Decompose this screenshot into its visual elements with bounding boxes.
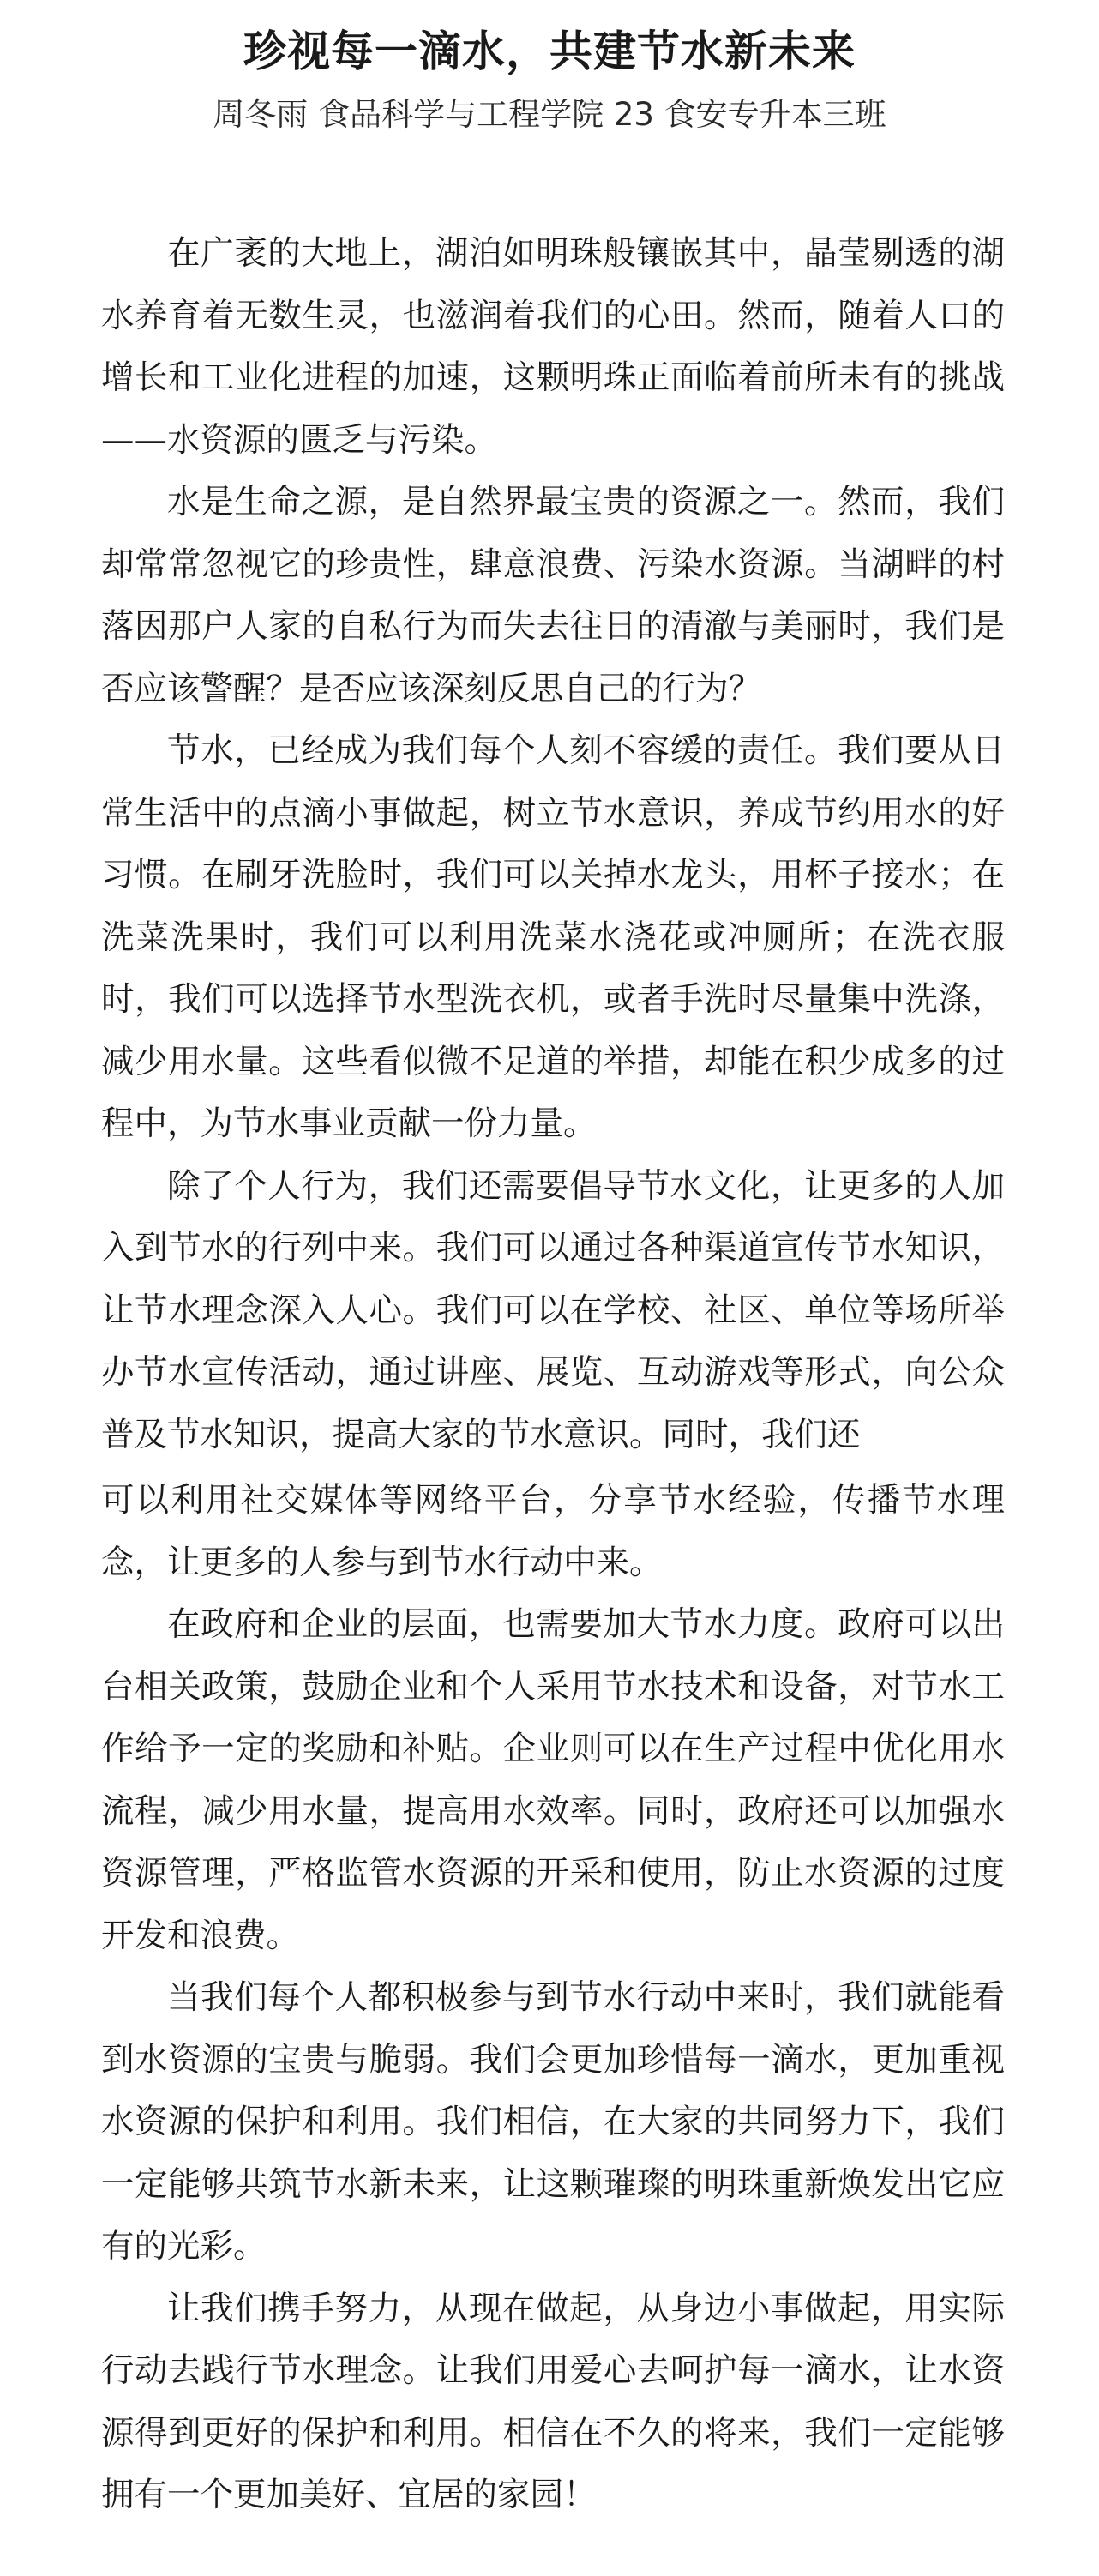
paragraph-conclusion: 让我们携手努力，从现在做起，从身边小事做起，用实际行动去践行节水理念。让我们用爱心去呵护每一滴水，让水资源得到更好的保护和利用。相信在不久的将来，我们一定能够拥有一个更加美好、宜居的家园！ <box>101 2289 1005 2514</box>
paragraph-government-enterprise: 在政府和企业的层面，也需要加大节水力度。政府可以出台相关政策，鼓励企业和个人采用节水技术和设备，对节水工作给予一定的奖励和补贴。企业则可以在生产过程中优化用水流程，减少用水量，提高用水效率。同时，政府还可以加强水资源管理，严格监管水资源的开采和使用，防止水资源的过度开发和浪费。 <box>101 1605 1005 1955</box>
paragraph-collective-effort: 当我们每个人都积极参与到节水行动中来时，我们就能看到水资源的宝贵与脆弱。我们会更加珍惜每一滴水，更加重视水资源的保护和利用。我们相信，在大家的共同努力下，我们一定能够共筑节水新未来，让这颗璀璨的明珠重新焕发出它应有的光彩。 <box>101 1978 1005 2266</box>
author-byline: 周冬雨 食品科学与工程学院 23 食安专升本三班 <box>213 96 886 133</box>
paragraph-value-of-water: 水是生命之源，是自然界最宝贵的资源之一。然而，我们却常常忽视它的珍贵性，肆意浪费、污染水资源。当湖畔的村落因那户人家的自私行为而失去往日的清澈与美丽时，我们是否应该警醒？是否应该深刻反思自己的行为？ <box>101 483 1005 708</box>
document-title: 珍视每一滴水，共建节水新未来 <box>243 27 856 76</box>
paragraph-culture-part-1: 除了个人行为，我们还需要倡导节水文化，让更多的人加入到节水的行列中来。我们可以通过各种渠道宣传节水知识，让节水理念深入人心。我们可以在学校、社区、单位等场所举办节水宣传活动，通过讲座、展览、互动游戏等形式，向公众普及节水知识，提高大家的节水意识。同时，我们还 <box>101 1166 1005 1454</box>
body-section-1 <box>101 223 1005 1466</box>
paragraph-intro: 在广袤的大地上，湖泊如明珠般镶嵌其中，晶莹剔透的湖水养育着无数生灵，也滋润着我们的心田。然而，随着人口的增长和工业化进程的加速，这颗明珠正面临着前所未有的挑战——水资源的匮乏与污染。 <box>101 234 1005 460</box>
paragraph-culture-part-2: 可以利用社交媒体等网络平台，分享节水经验，传播节水理念，让更多的人参与到节水行动中来。 <box>101 1481 1005 1582</box>
body-section-2 <box>101 1470 1005 2527</box>
paragraph-personal-saving: 节水，已经成为我们每个人刻不容缓的责任。我们要从日常生活中的点滴小事做起，树立节水意识，养成节约用水的好习惯。在刷牙洗脸时，我们可以关掉水龙头，用杯子接水；在洗菜洗果时，我们可以利用洗菜水浇花或冲厕所；在洗衣服时，我们可以选择节水型洗衣机，或者手洗时尽量集中洗涤，减少用水量。这些看似微不足道的举措，却能在积少成多的过程中，为节水事业贡献一份力量。 <box>101 731 1005 1143</box>
